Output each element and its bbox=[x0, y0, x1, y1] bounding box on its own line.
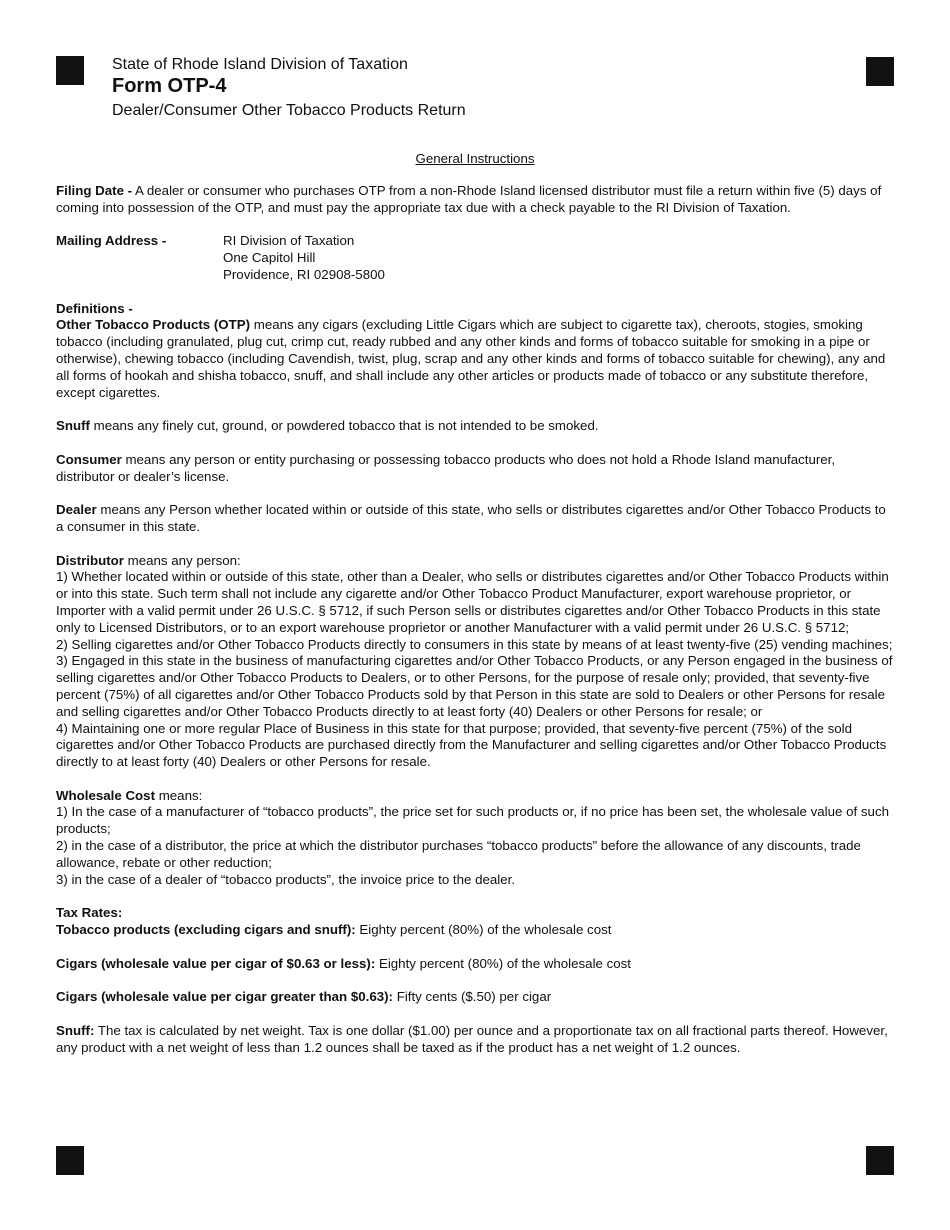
mailing-address-label: Mailing Address - bbox=[56, 233, 167, 249]
tax-rate-cigars-low-text: Eighty percent (80%) of the wholesale cost bbox=[375, 955, 631, 971]
tax-rate-snuff bbox=[56, 1023, 896, 1057]
registration-mark-bottom-right bbox=[866, 1146, 894, 1175]
term-dealer: Dealer bbox=[56, 502, 97, 518]
definition-snuff-text: means any finely cut, ground, or powdered tobacco that is not intended to be smoked. bbox=[89, 418, 599, 434]
definition-snuff bbox=[56, 418, 896, 435]
tax-rates-heading bbox=[56, 905, 896, 922]
address-line: Providence, RI 02908-5800 bbox=[223, 266, 385, 282]
filing-date-paragraph bbox=[56, 183, 896, 217]
definition-distributor bbox=[56, 553, 896, 570]
term-snuff: Snuff bbox=[56, 418, 90, 434]
list-item: 3) in the case of a dealer of “tobacco products”, the invoice price to the dealer. bbox=[56, 871, 516, 887]
tax-rate-cigars-low-label: Cigars (wholesale value per cigar of $0.63 or less): bbox=[56, 955, 376, 971]
definition-otp bbox=[56, 317, 896, 401]
definition-dealer bbox=[56, 502, 896, 536]
mailing-address-lines bbox=[223, 233, 385, 283]
tax-rate-cigars-high-label: Cigars (wholesale value per cigar greater than $0.63): bbox=[56, 989, 393, 1005]
tax-rate-tobacco-label: Tobacco products (excluding cigars and snuff): bbox=[56, 922, 356, 938]
list-item: 3) Engaged in this state in the business of manufacturing cigarettes and/or Other Tobacco Products, or any Person engaged in the business of selling cigarettes and/or Other Tobacco Products to Dealers, or to other Persons, for the purpose of resale only; provided, that seventy-five percent (75%) of all cigarettes and/or Other Tobacco Products sold by that Person in this state are sold to Dealers or other Persons for resale and selling cigarettes and/or Other Tobacco Products directly to at least forty (40) Dealers or other Persons for resale; or bbox=[56, 653, 893, 719]
definitions-heading bbox=[56, 301, 896, 318]
agency-name: State of Rhode Island Division of Taxation bbox=[112, 56, 408, 73]
filing-date-text: A dealer or consumer who purchases OTP from a non-Rhode Island licensed distributor must file a return within five (5) days of coming into possession of the OTP, and must pay the appropriate tax due with a check payable to the RI Division of Taxation. bbox=[56, 183, 882, 215]
definition-consumer-text: means any person or entity purchasing or possessing tobacco products who does not hold a Rhode Island manufacturer, distributor or dealer’s license. bbox=[56, 451, 836, 484]
list-item: 1) Whether located within or outside of this state, other than a Dealer, who sells or distributes cigarettes and/or Other Tobacco Products within or into this state. Such term shall not include any cigarette and/or Other Tobacco Product Manufacturer, export warehouse proprietor, or Importer with a valid permit under 26 U.S.C. § 5712, if such Person sells or distributes cigarettes and/or Other Tobacco Products in this state only to Licensed Distributors, or to an export warehouse proprietor or another Manufacturer with a valid permit under 26 U.S.C. § 5712; bbox=[56, 569, 889, 635]
tax-rate-snuff-text: The tax is calculated by net weight. Tax is one dollar ($1.00) per ounce and a proportionate tax on all fractional parts thereof. However, any product with a net weight of less than 1.2 ounces shall be taxed as if the product has a net weight of 1.2 ounces. bbox=[56, 1022, 888, 1055]
definition-wholesale-cost-intro: means: bbox=[155, 787, 203, 803]
list-item: 2) Selling cigarettes and/or Other Tobacco Products directly to consumers in this state by means of at least twenty-five (25) vending machines; bbox=[56, 636, 893, 652]
section-title: General Instructions bbox=[415, 151, 535, 166]
registration-mark-top-right bbox=[866, 57, 894, 86]
address-line: RI Division of Taxation bbox=[223, 233, 355, 249]
tax-rate-cigars-high-text: Fifty cents ($.50) per cigar bbox=[393, 989, 552, 1005]
definition-distributor-intro: means any person: bbox=[123, 552, 241, 568]
registration-mark-top-left bbox=[56, 56, 84, 85]
tax-rate-cigars-high bbox=[56, 989, 896, 1006]
term-consumer: Consumer bbox=[56, 451, 122, 467]
tax-rates-heading-text: Tax Rates: bbox=[56, 905, 123, 921]
tax-rate-cigars-low bbox=[56, 956, 896, 973]
instructions-body bbox=[56, 183, 896, 1056]
definition-dealer-text: means any Person whether located within or outside of this state, who sells or distributes cigarettes and/or Other Tobacco Products to a consumer in this state. bbox=[56, 502, 886, 534]
tax-rate-tobacco-text: Eighty percent (80%) of the wholesale cost bbox=[355, 922, 612, 938]
list-item: 2) in the case of a distributor, the price at which the distributor purchases “tobacco products” before the allowance of any discounts, trade allowance, rebate or other reduction; bbox=[56, 838, 861, 870]
tax-rate-snuff-label: Snuff: bbox=[56, 1022, 95, 1038]
list-item: 4) Maintaining one or more regular Place of Business in this state for that purpose; provided, that seventy-five percent (75%) of the sold cigarettes and/or Other Tobacco Products are purchased directly from the Manufacturer and selling cigarettes and/or Other Tobacco Products directly to at least forty (40) Dealers or other Persons for resale. bbox=[56, 720, 887, 770]
definition-consumer bbox=[56, 452, 896, 486]
form-number: Form OTP-4 bbox=[112, 75, 227, 97]
address-line: One Capitol Hill bbox=[223, 250, 316, 266]
registration-mark-bottom-left bbox=[56, 1146, 84, 1175]
list-item: 1) In the case of a manufacturer of “tobacco products”, the price set for such products or, if no price has been set, the wholesale value of such products; bbox=[56, 804, 889, 837]
definition-wholesale-cost bbox=[56, 788, 896, 805]
tax-rate-tobacco bbox=[56, 922, 896, 939]
term-distributor: Distributor bbox=[56, 552, 124, 568]
definition-otp-text: means any cigars (excluding Little Cigars which are subject to cigarette tax), cheroots, stogies, smoking tobacco (including granulated, plug cut, crimp cut, ready rubbed and any other kinds and forms of tobacco suitable for smoking in a pipe or otherwise), chewing tobacco (including Cavendish, twist, plug, scrap and any other kinds and forms of tobacco suitable for chewing), any and all forms of hookah and shisha tobacco, snuff, and shall include any other articles or products made of tobacco or any substitute therefore, except cigarettes. bbox=[56, 317, 886, 400]
form-name: Dealer/Consumer Other Tobacco Products Return bbox=[112, 102, 466, 119]
term-otp: Other Tobacco Products (OTP) bbox=[56, 317, 251, 333]
term-wholesale-cost: Wholesale Cost bbox=[56, 787, 156, 803]
mailing-address bbox=[56, 233, 896, 283]
definitions-heading-text: Definitions - bbox=[56, 300, 133, 316]
filing-date-label: Filing Date - bbox=[56, 183, 133, 198]
